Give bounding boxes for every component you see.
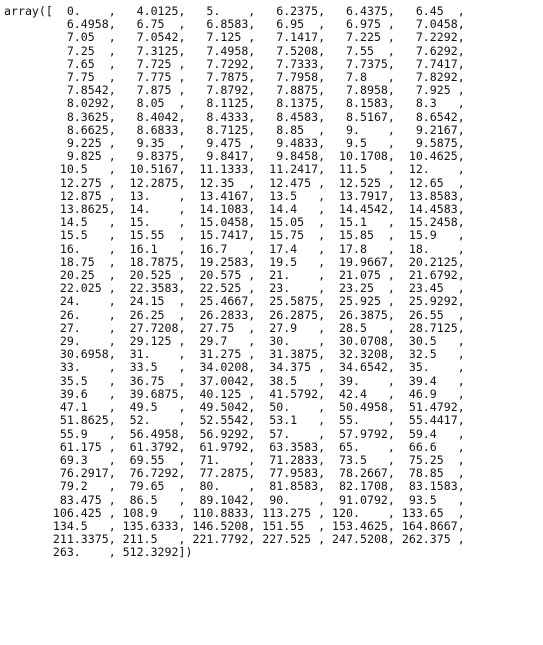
output-line: 7.75 , 7.775 , 7.7875, 7.7958, 7.8 , 7.8292, xyxy=(4,70,465,85)
output-line: 76.2917, 76.7292, 77.2875, 77.9583, 78.2667, 78.85 , xyxy=(4,466,465,481)
output-line: 13.8625, 14. , 14.1083, 14.4 , 14.4542, 14.4583, xyxy=(4,202,465,217)
output-line: 8.3625, 8.4042, 8.4333, 8.4583, 8.5167, 8.6542, xyxy=(4,109,465,124)
output-line: 24. , 24.15 , 25.4667, 25.5875, 25.925 , 25.9292, xyxy=(4,294,465,309)
output-line: 14.5 , 15. , 15.0458, 15.05 , 15.1 , 15.2458, xyxy=(4,215,465,230)
output-line: 211.3375, 211.5 , 221.7792, 227.525 , 247.5208, 262.375 , xyxy=(4,532,465,547)
output-line: 26. , 26.25 , 26.2833, 26.2875, 26.3875, 26.55 , xyxy=(4,307,465,322)
output-line: 8.6625, 8.6833, 8.7125, 8.85 , 9. , 9.2167, xyxy=(4,122,465,137)
output-line: 35.5 , 36.75 , 37.0042, 38.5 , 39. , 39.4 , xyxy=(4,373,465,388)
output-line: 7.25 , 7.3125, 7.4958, 7.5208, 7.55 , 7.6292, xyxy=(4,43,465,58)
output-line: 106.425 , 108.9 , 110.8833, 113.275 , 120. , 133.65 , xyxy=(4,505,465,520)
output-line: 9.225 , 9.35 , 9.475 , 9.4833, 9.5 , 9.5875, xyxy=(4,136,465,151)
output-line: 20.25 , 20.525 , 20.575 , 21. , 21.075 , 21.6792, xyxy=(4,268,465,283)
output-line: 29. , 29.125 , 29.7 , 30. , 30.0708, 30.5 , xyxy=(4,334,465,349)
output-line: 263. , 512.3292]) xyxy=(4,545,193,560)
output-line: 61.175 , 61.3792, 61.9792, 63.3583, 65. , 66.6 , xyxy=(4,439,465,454)
output-line: array([ 0. , 4.0125, 5. , 6.2375, 6.4375, 6.45 , xyxy=(4,4,465,18)
output-line: 79.2 , 79.65 , 80. , 81.8583, 82.1708, 83.1583, xyxy=(4,479,465,494)
output-line: 22.025 , 22.3583, 22.525 , 23. , 23.25 , 23.45 , xyxy=(4,281,465,296)
output-line: 83.475 , 86.5 , 89.1042, 90. , 91.0792, 93.5 , xyxy=(4,492,465,507)
output-line: 39.6 , 39.6875, 40.125 , 41.5792, 42.4 , 46.9 , xyxy=(4,386,465,401)
output-line: 9.825 , 9.8375, 9.8417, 9.8458, 10.1708, 10.4625, xyxy=(4,149,465,164)
output-line: 18.75 , 18.7875, 19.2583, 19.5 , 19.9667, 20.2125, xyxy=(4,254,465,269)
output-line: 12.275 , 12.2875, 12.35 , 12.475 , 12.525 , 12.65 , xyxy=(4,175,465,190)
output-line: 6.4958, 6.75 , 6.8583, 6.95 , 6.975 , 7.0458, xyxy=(4,17,465,32)
output-line: 69.3 , 69.55 , 71. , 71.2833, 73.5 , 75.25 , xyxy=(4,452,465,467)
output-line: 15.5 , 15.55 , 15.7417, 15.75 , 15.85 , 15.9 , xyxy=(4,228,465,243)
output-line: 51.8625, 52. , 52.5542, 53.1 , 55. , 55.4417, xyxy=(4,413,465,428)
output-line: 55.9 , 56.4958, 56.9292, 57. , 57.9792, 59.4 , xyxy=(4,426,465,441)
output-line: 33. , 33.5 , 34.0208, 34.375 , 34.6542, 35. , xyxy=(4,360,465,375)
output-line: 12.875 , 13. , 13.4167, 13.5 , 13.7917, 13.8583, xyxy=(4,188,465,203)
output-line: 16. , 16.1 , 16.7 , 17.4 , 17.8 , 18. , xyxy=(4,241,465,256)
output-line: 7.05 , 7.0542, 7.125 , 7.1417, 7.225 , 7.2292, xyxy=(4,30,465,45)
output-line: 8.0292, 8.05 , 8.1125, 8.1375, 8.1583, 8.3 , xyxy=(4,96,465,111)
output-line: 10.5 , 10.5167, 11.1333, 11.2417, 11.5 , 12. , xyxy=(4,162,465,177)
output-line: 134.5 , 135.6333, 146.5208, 151.55 , 153.4625, 164.8667, xyxy=(4,518,465,533)
output-line: 7.65 , 7.725 , 7.7292, 7.7333, 7.7375, 7.7417, xyxy=(4,56,465,71)
output-line: 30.6958, 31. , 31.275 , 31.3875, 32.3208, 32.5 , xyxy=(4,347,465,362)
output-line: 7.8542, 7.875 , 7.8792, 7.8875, 7.8958, 7.925 , xyxy=(4,83,465,98)
output-line: 47.1 , 49.5 , 49.5042, 50. , 50.4958, 51.4792, xyxy=(4,400,465,415)
output-line: 27. , 27.7208, 27.75 , 27.9 , 28.5 , 28.7125, xyxy=(4,320,465,335)
